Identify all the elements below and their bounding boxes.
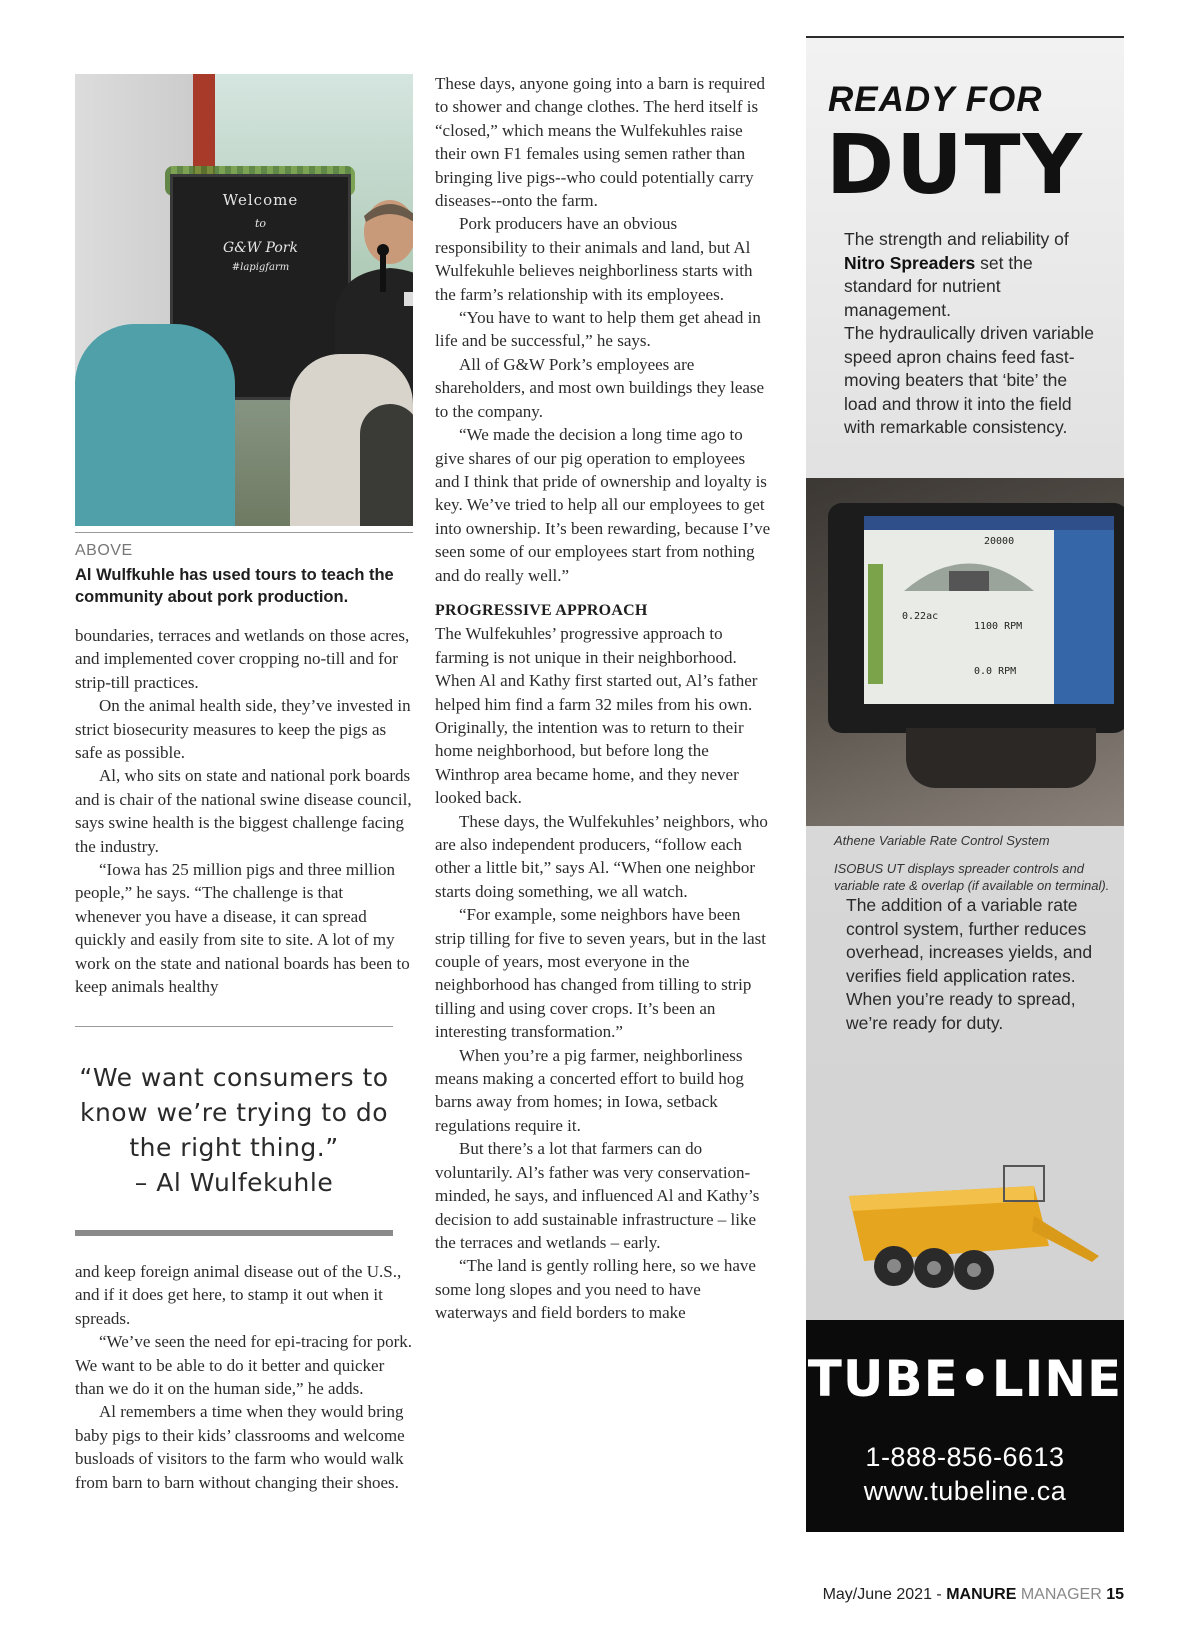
spread-pattern-icon <box>894 536 1044 596</box>
ad-phone[interactable]: 1-888-856-6613 <box>865 1442 1065 1472</box>
paragraph: “Iowa has 25 million pigs and three million people,” he says. “The challenge is that whenever you have a disease, it can spread quickly and easily from site to site. A lot of my work on the state and national boards has been to keep animals healthy <box>75 860 410 997</box>
ad-copy-4: When you’re ready to spread, we’re ready for duty. <box>846 989 1076 1033</box>
paragraph: and keep foreign animal disease out of the U.S., and if it does get here, to stamp it out when it spreads. <box>75 1262 402 1328</box>
pullquote-text: “We want consumers to know we’re trying to do the right thing.” <box>79 1063 389 1162</box>
display-readout: 0.0 RPM <box>974 666 1017 677</box>
ad-copy-3: The addition of a variable rate control system, further reduces overhead, increases yields, and verifies field application rates. <box>846 895 1093 986</box>
caption-label: ABOVE <box>75 542 133 559</box>
column-1-bottom <box>75 1260 413 1494</box>
column-1-top <box>75 624 413 999</box>
pullquote-attribution: – Al Wulfekuhle <box>134 1168 334 1197</box>
issue-date: May/June 2021 - <box>822 1586 947 1603</box>
ad-copy-text: set the standard for nutrient management. <box>844 252 1033 320</box>
display-readout: 1100 RPM <box>974 621 1023 632</box>
paragraph: On the animal health side, they’ve invested in strict biosecurity measures to keep the pigs as safe as possible. <box>75 696 411 763</box>
ad-headline-line2: DUTY <box>826 118 1084 213</box>
paragraph: But there’s a lot that farmers can do voluntarily. Al’s father was very conservation-minded, he says, and influenced Al and Kathy’s decision to add sustainable infrastructure – like the terraces and wetlands – early. <box>435 1139 760 1252</box>
photo-caption: Al Wulfkuhle has used tours to teach the community about pork production. <box>75 566 394 606</box>
caption-rule <box>75 532 413 533</box>
ad-screen-caption: ISOBUS UT displays spreader controls and variable rate & overlap (if available on terminal). <box>834 861 1110 893</box>
pullquote-bar <box>75 1230 393 1236</box>
paragraph: When you’re a pig farmer, neighborliness means making a concerted effort to build hog barns away from homes; in Iowa, setback regulations require it. <box>435 1045 744 1135</box>
ad-website-link[interactable]: www.tubeline.ca <box>863 1476 1067 1506</box>
ad-footer <box>806 1320 1124 1532</box>
display-readout: 0.22ac <box>902 611 939 622</box>
tubeline-logo: TUBE•LINE <box>807 1350 1123 1408</box>
display-status-bar <box>864 516 1114 530</box>
page-folio <box>823 1586 1124 1604</box>
ad-copy-1 <box>844 228 1094 322</box>
paragraph: “For example, some neighbors have been strip tilling for five to seven years, but in the last couple of years, most everyone in the neighborhood has changed from tilling to strip tilling and using cover crops. It’s been an interesting transformation.” <box>435 905 766 1042</box>
paragraph: All of G&W Pork’s employees are shareholders, and most own buildings they lease to the company. <box>435 354 765 421</box>
display-level-bar <box>868 564 883 684</box>
control-monitor-photo <box>806 478 1124 826</box>
ad-screen-caption: Athene Variable Rate Control System <box>834 833 1050 848</box>
sign-line: to <box>254 217 267 230</box>
column-2 <box>435 72 771 1325</box>
article-photo <box>75 74 413 526</box>
section-subhead: PROGRESSIVE APPROACH <box>435 601 648 619</box>
display-readout: 20000 <box>984 536 1015 547</box>
paragraph: Al, who sits on state and national pork boards and is chair of the national swine disease council, says swine health is the biggest challenge facing the industry. <box>75 766 412 856</box>
sign-line: G&W Pork <box>223 240 298 256</box>
monitor-display <box>864 516 1114 704</box>
paragraph: “We’ve seen the need for epi-tracing for pork. We want to be able to do it better and quicker than we do it on the human side,” he adds. <box>75 1332 412 1399</box>
sign-line: #lapigfarm <box>231 262 290 273</box>
pullquote <box>75 1060 393 1200</box>
paragraph: boundaries, terraces and wetlands on those acres, and implemented cover cropping no-till and for strip-till practices. <box>75 626 410 692</box>
sign-line: Welcome <box>222 191 299 209</box>
audience-member <box>75 324 235 526</box>
advertisement[interactable] <box>806 36 1124 1532</box>
paragraph: These days, the Wulfekuhles’ neighbors, who are also independent producers, “follow each other a little bit,” says Al. “When one neighbor starts doing something, we all watch. <box>435 811 768 901</box>
magazine-name-bold: MANURE <box>946 1586 1017 1603</box>
ad-copy-text: The strength and reliability of <box>844 229 1069 249</box>
magazine-name-light: MANAGER <box>1016 1586 1107 1603</box>
paragraph: Pork producers have an obvious responsibility to their animals and land, but Al Wulfekuhle believes neighborliness starts with the farm’s relationship with its employees. <box>435 214 753 304</box>
manure-spreader-image <box>834 1156 1104 1306</box>
pullquote-rule <box>75 1026 393 1027</box>
paragraph: These days, anyone going into a barn is required to shower and change clothes. The herd itself is “closed,” which means the Wulfekuhles raise their own F1 females using semen rather than bringing live pigs--who could potentially carry diseases--onto the farm. <box>435 74 765 211</box>
ad-copy-2: The hydraulically driven variable speed apron chains feed fast-moving beaters that ‘bite’ the load and throw it into the field with remarkable consistency. <box>844 323 1094 437</box>
paragraph: Al remembers a time when they would bring baby pigs to their kids’ classrooms and welcome busloads of visitors to the farm who would walk from barn to barn without changing their shoes. <box>75 1402 405 1492</box>
paragraph: “You have to want to help them get ahead in life and be successful,” he says. <box>435 308 761 351</box>
monitor-mount <box>906 728 1096 788</box>
display-button-panel <box>1054 530 1114 704</box>
paragraph: “The land is gently rolling here, so we have some long slopes and you need to have waterways and field borders to make <box>435 1256 756 1323</box>
page-number: 15 <box>1106 1586 1124 1603</box>
audience-member <box>360 404 413 526</box>
paragraph: “We made the decision a long time ago to give shares of our pig operation to employees and I think that pride of ownership and loyalty is key. We’ve tried to help all our employees to get into ownership. It’s been rewarding, because I’ve seen some of our employees start from nothing and do really well.” <box>435 425 771 585</box>
ad-headline-line1: READY FOR <box>828 80 1043 119</box>
ad-product-name: Nitro Spreaders <box>844 252 976 273</box>
paragraph: The Wulfekuhles’ progressive approach to farming is not unique in their neighborhood. When Al and Kathy first started out, Al’s father helped him find a farm 32 miles from his own. Originally, the intention was to return to their home neighborhood, but before long the Winthrop area became home, and they never looked back. <box>435 624 758 808</box>
